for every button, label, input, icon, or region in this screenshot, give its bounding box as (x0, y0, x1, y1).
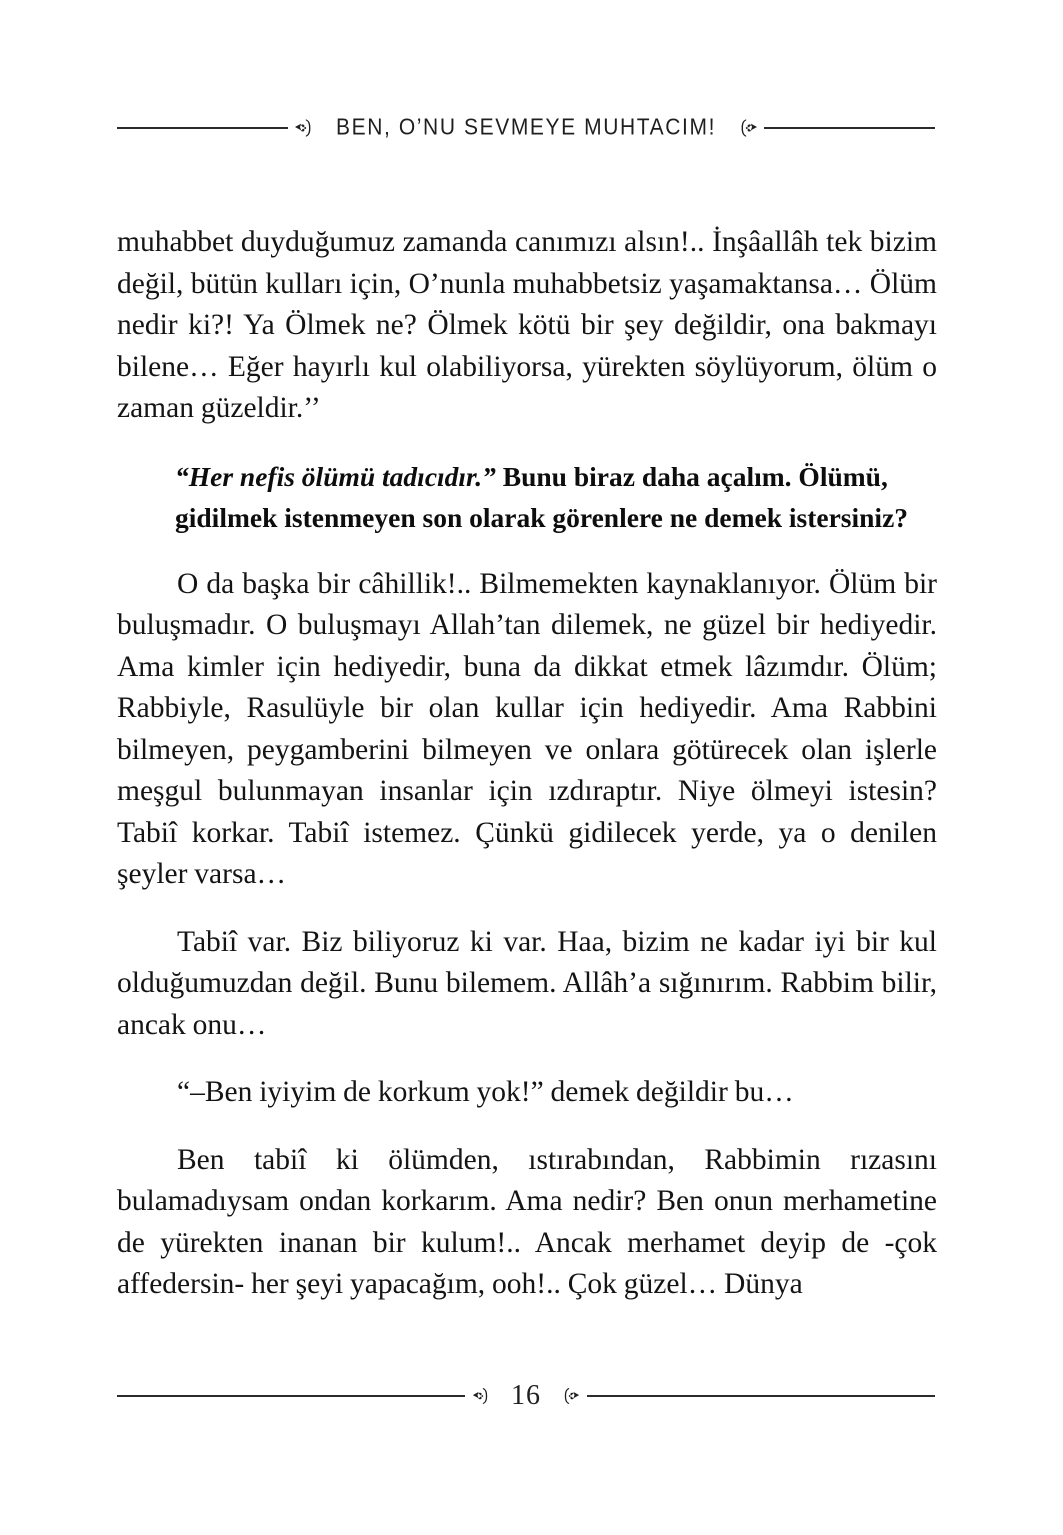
page-number: 16 (511, 1380, 541, 1411)
fleuron-ornament-icon (292, 113, 322, 143)
footer-rule-left (117, 1395, 465, 1397)
header-rule-left (117, 127, 288, 129)
footer-rule-right (587, 1395, 935, 1397)
page-footer (117, 1376, 935, 1416)
paragraph: O da başka bir câhillik!.. Bilmemekten kaynaklanıyor. Ölüm bir buluşmadır. O buluşmayı Allah’tan dilemek, ne güzel bir hediyedir. Ama kimler için hediyedir, buna da dikkat etmek lâzımdır. Ölüm; Rabbiyle, Rasulüyle bir olan kullar için hediyedir. Ama Rabbini bilmeyen, peygamberini bilmeyen ve onlara götürecek olan işlerle meşgul bulunmayan insanlar için ızdıraptır. Niye ölmeyi istesin? Tabiî korkar. Tabiî istemez. Çünkü gidilecek yerde, ya o denilen şeyler varsa… (117, 567, 937, 890)
question-text: Bunu biraz daha açalım. Ölümü, gidilmek istenmeyen son olarak görenlere ne demek istersiniz? (175, 460, 909, 533)
paragraph: Ben tabiî ki ölümden, ıstırabından, Rabbimin rızasını bulamadıysam ondan korkarım. Ama nedir? Ben onun merhametine de yürekten inanan bir kulum!.. Ancak merhamet deyip de -çok affedersin- her şeyi yapacağım, ooh!.. Çok güzel… Dünya (117, 1143, 937, 1300)
running-head (117, 108, 935, 148)
body-text-column (117, 222, 937, 1332)
paragraph: “–Ben iyiyim de korkum yok!” demek değildir bu… (177, 1076, 794, 1108)
paragraph: Tabiî var. Biz biliyoruz ki var. Haa, bizim ne kadar iyi bir kul olduğumuzdan değil. Bunu bilemem. Allâh’a sığınırım. Rabbim bilir, ancak onu… (117, 925, 937, 1041)
page-title: BEN, O’NU SEVMEYE MUHTACIM! (336, 115, 717, 140)
quoted-phrase: “Her nefis ölümü tadıcıdır.” (175, 460, 496, 492)
fleuron-ornament-icon (730, 113, 760, 143)
header-rule-right (764, 127, 935, 129)
fleuron-ornament-icon (553, 1381, 583, 1411)
fleuron-ornament-icon (469, 1381, 499, 1411)
question-paragraph (175, 456, 937, 538)
paragraph: muhabbet duyduğumuz zamanda canımızı alsın!.. İnşâallâh tek bizim değil, bütün kulları için, O’nunla muhabbetsiz yaşamaktansa… Ölüm nedir ki?! Ya Ölmek ne? Ölmek kötü bir şey değildir, ona bakmayı bilene… Eğer hayırlı kul olabiliyorsa, yürekten söylüyorum, ölüm o zaman güzeldir.’’ (117, 226, 937, 424)
